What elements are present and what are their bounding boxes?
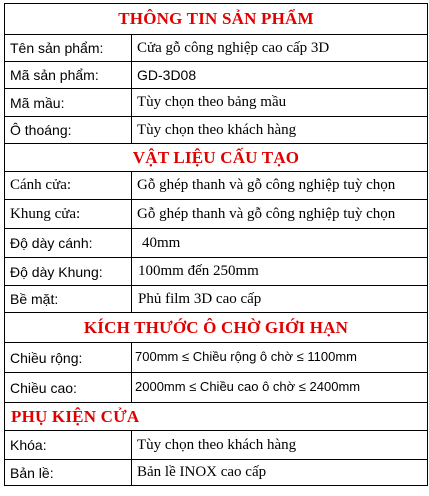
row-label: Cánh cửa:: [5, 172, 132, 200]
row-label: Tên sản phẩm:: [5, 35, 132, 62]
row-value: Tùy chọn theo khách hàng: [132, 431, 428, 460]
row-label: Khung cửa:: [5, 200, 132, 229]
row-label: Bản lề:: [5, 460, 132, 486]
row-value: Cửa gỗ công nghiệp cao cấp 3D: [132, 35, 428, 62]
row-value: Gỗ ghép thanh và gỗ công nghiệp tuỳ chọn: [132, 172, 428, 200]
table-row: [5, 431, 428, 460]
width-value-text: 700mm ≤ Chiều rộng ô chờ ≤ 1100mm: [135, 349, 357, 364]
section-header-row: [5, 403, 428, 431]
row-value: Tùy chọn theo khách hàng: [132, 117, 428, 144]
table-row: [5, 89, 428, 117]
table-row: [5, 258, 428, 286]
table-row: [5, 62, 428, 89]
row-label: Độ dày cánh:: [5, 229, 132, 258]
row-value: [132, 373, 428, 403]
row-label: Khóa:: [5, 431, 132, 460]
row-value: Bản lề INOX cao cấp: [132, 460, 428, 486]
row-label: Chiều cao:: [5, 373, 132, 403]
table-row: [5, 286, 428, 313]
row-label: Chiều rộng:: [5, 343, 132, 373]
section-title-accessories: PHỤ KIỆN CỬA: [5, 403, 428, 431]
height-value-text: 2000mm ≤ Chiều cao ô chờ ≤ 2400mm: [135, 379, 361, 394]
row-value: GD-3D08: [132, 62, 428, 89]
section-title-materials: VẬT LIỆU CẤU TẠO: [5, 144, 428, 172]
section-title-product-info: THÔNG TIN SẢN PHẨM: [5, 4, 428, 35]
table-row: [5, 373, 428, 403]
row-value: Tùy chọn theo bảng mầu: [132, 89, 428, 117]
table-row: [5, 343, 428, 373]
section-header-row: [5, 4, 428, 35]
product-spec-table: [4, 3, 428, 486]
table-row: [5, 117, 428, 144]
row-label: Mã mầu:: [5, 89, 132, 117]
row-value: Phủ film 3D cao cấp: [132, 286, 428, 313]
section-header-row: [5, 313, 428, 343]
table-row: [5, 460, 428, 486]
table-row: [5, 35, 428, 62]
section-header-row: [5, 144, 428, 172]
table-row: [5, 172, 428, 200]
table-row: [5, 229, 428, 258]
table-row: [5, 200, 428, 229]
row-value: 40mm: [132, 229, 428, 258]
row-label: Mã sản phẩm:: [5, 62, 132, 89]
row-value: Gỗ ghép thanh và gỗ công nghiệp tuỳ chọn: [132, 200, 428, 229]
row-label: Bề mặt:: [5, 286, 132, 313]
section-title-size-limits: KÍCH THƯỚC Ô CHỜ GIỚI HẠN: [5, 313, 428, 343]
row-label: Ô thoáng:: [5, 117, 132, 144]
row-label: Độ dày Khung:: [5, 258, 132, 286]
row-value: [132, 343, 428, 373]
row-value: 100mm đến 250mm: [132, 258, 428, 286]
